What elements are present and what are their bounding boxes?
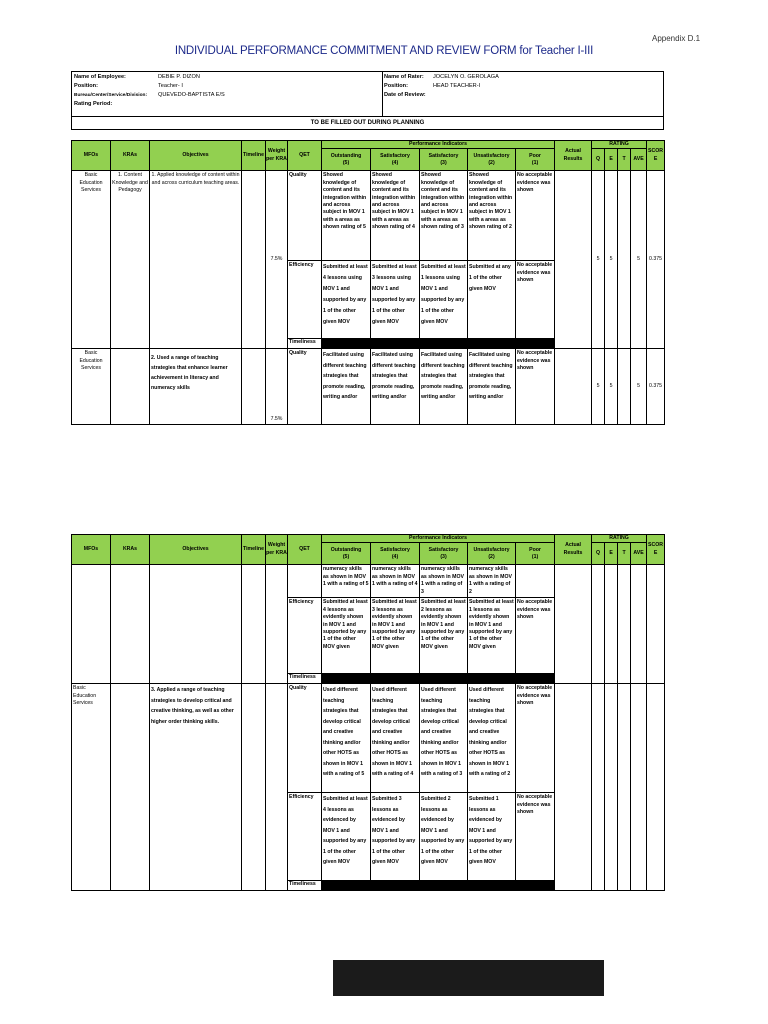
quality-3: Showed knowledge of content and its integration within and across subject in MOV 1 with a areas as shown rating of 3 xyxy=(420,171,468,261)
col-t: T xyxy=(618,149,631,171)
col-satisfactory: Satisfactory (3) xyxy=(420,543,468,565)
score-cell: 0.375 xyxy=(647,349,665,425)
col-poor: Poor (1) xyxy=(516,543,555,565)
timeline-cell xyxy=(242,565,266,684)
col-t: T xyxy=(618,543,631,565)
timeliness-blackout xyxy=(322,674,555,684)
rating-ave: 5 xyxy=(631,349,647,425)
quality-2: Showed knowledge of content and its integration within and across subject in MOV 1 with a areas as shown rating of 2 xyxy=(468,171,516,261)
rating-t xyxy=(618,565,631,684)
weight-cell xyxy=(266,684,288,891)
kra-cell xyxy=(111,349,150,425)
score-cell xyxy=(647,565,665,684)
efficiency-5: Submitted at least 4 lessons as evidenced by MOV 1 and supported by any 1 of the other given MOV xyxy=(322,793,371,881)
performance-table-1 xyxy=(71,140,665,425)
mfo-cell xyxy=(72,565,111,684)
rater-name: JOCELYN O. GEROLAGA xyxy=(433,74,499,80)
timeliness-blackout xyxy=(322,881,555,891)
col-ave: AVE xyxy=(631,543,647,565)
timeline-cell xyxy=(242,349,266,425)
mfo-cell: Basic Education Services xyxy=(72,349,111,425)
quality-1 xyxy=(516,565,555,598)
quality-2: Facilitated using different teaching strategies that promote reading, writing and/or xyxy=(468,349,516,425)
mfo-cell: Basic Education Services xyxy=(72,684,111,891)
col-actual-results: Actual Results xyxy=(555,141,592,171)
col-rating: RATING xyxy=(592,141,647,149)
col-e: E xyxy=(605,149,618,171)
col-performance-indicators: Performance Indicators xyxy=(322,141,555,149)
quality-4: Facilitated using different teaching strategies that promote reading, writing and/or xyxy=(371,349,420,425)
qet-quality: Quality xyxy=(288,684,322,793)
efficiency-2: Submitted 1 lessons as evidenced by MOV 1 and supported by any 1 of the other given MOV xyxy=(468,793,516,881)
col-poor: Poor (1) xyxy=(516,149,555,171)
timeline-cell xyxy=(242,171,266,349)
rater-position: HEAD TEACHER-I xyxy=(433,83,481,89)
employee-info-box xyxy=(71,71,664,117)
employee-name: DEBIE P. DIZON xyxy=(158,74,200,80)
rating-q: 5 xyxy=(592,171,605,349)
rating-ave xyxy=(631,684,647,891)
col-score: SCORE xyxy=(647,141,665,171)
quality-3: Used different teaching strategies that develop critical and creative thinking and/or other HOTS as shown in MOV 1 with a rating of 3 xyxy=(420,684,468,793)
employee-label: Name of Employee: xyxy=(74,74,126,80)
col-outstanding: Outstanding (5) xyxy=(322,149,371,171)
objective-cell: 3. Applied a range of teaching strategies to develop critical and creative thinking, as well as other higher order thinking skills. xyxy=(150,684,242,891)
review-date-label: Date of Review: xyxy=(384,92,426,98)
col-objectives: Objectives xyxy=(150,141,242,171)
performance-table-2 xyxy=(71,534,665,891)
actual-results-cell xyxy=(555,565,592,684)
rating-e xyxy=(605,565,618,684)
qet-timeliness: Timeliness xyxy=(288,674,322,684)
rating-q xyxy=(592,684,605,891)
weight-cell: 7.5% xyxy=(266,349,288,425)
objective-cell: 2. Used a range of teaching strategies that enhance learner achievement in literacy and numeracy skills xyxy=(150,349,242,425)
col-kras: KRAs xyxy=(111,535,150,565)
actual-results-cell xyxy=(555,171,592,349)
quality-5: Showed knowledge of content and its integration within and across subject in MOV 1 with a areas as shown rating of 5 xyxy=(322,171,371,261)
col-very-satisfactory: Satisfactory (4) xyxy=(371,543,420,565)
footer-bar xyxy=(333,960,604,996)
col-satisfactory: Satisfactory (3) xyxy=(420,149,468,171)
mfo-cell: Basic Education Services xyxy=(72,171,111,349)
rating-e: 5 xyxy=(605,171,618,349)
score-cell: 0.375 xyxy=(647,171,665,349)
col-weight: Weight per KRA xyxy=(266,141,288,171)
qet-quality: Quality xyxy=(288,349,322,425)
qet-quality xyxy=(288,565,322,598)
efficiency-1: No acceptable evidence was shown xyxy=(516,261,555,339)
actual-results-cell xyxy=(555,349,592,425)
actual-results-cell xyxy=(555,684,592,891)
quality-3: Facilitated using different teaching strategies that promote reading, writing and/or xyxy=(420,349,468,425)
rating-q xyxy=(592,565,605,684)
rating-period-label: Rating Period: xyxy=(74,101,113,107)
efficiency-1: No acceptable evidence was shown xyxy=(516,598,555,674)
qet-timeliness: Timeliness xyxy=(288,881,322,891)
col-mfos: MFOs xyxy=(72,535,111,565)
rating-q: 5 xyxy=(592,349,605,425)
col-q: Q xyxy=(592,149,605,171)
col-unsatisfactory: Unsatisfactory (2) xyxy=(468,149,516,171)
weight-cell: 7.5% xyxy=(266,171,288,349)
appendix-label: Appendix D.1 xyxy=(652,34,701,43)
efficiency-5: Submitted at least 4 lessons as evidently shown in MOV 1 and supported by any 1 of the other MOV given xyxy=(322,598,371,674)
rater-position-label: Position: xyxy=(384,83,408,89)
efficiency-3: Submitted 2 lessons as evidenced by MOV 1 and supported by any 1 of the other given MOV xyxy=(420,793,468,881)
col-mfos: MFOs xyxy=(72,141,111,171)
qet-efficiency: Efficiency xyxy=(288,261,322,339)
quality-4: Showed knowledge of content and its integration within and across subject in MOV 1 with a areas as shown rating of 4 xyxy=(371,171,420,261)
quality-1: No acceptable evidence was shown xyxy=(516,684,555,793)
col-outstanding: Outstanding (5) xyxy=(322,543,371,565)
quality-1: No acceptable evidence was shown xyxy=(516,349,555,425)
quality-4: Used different teaching strategies that develop critical and creative thinking and/or other HOTS as shown in MOV 1 with a rating of 4 xyxy=(371,684,420,793)
col-very-satisfactory: Satisfactory (4) xyxy=(371,149,420,171)
col-q: Q xyxy=(592,543,605,565)
efficiency-3: Submitted at least 2 lessons as evidently shown in MOV 1 and supported by any 1 of the other MOV given xyxy=(420,598,468,674)
page-title: INDIVIDUAL PERFORMANCE COMMITMENT AND REVIEW FORM for Teacher I-III xyxy=(174,45,594,57)
rating-t xyxy=(618,684,631,891)
qet-timeliness: Timeliness xyxy=(288,339,322,349)
kra-cell: 1. Content Knowledge and Pedagogy xyxy=(111,171,150,349)
col-qet: QET xyxy=(288,141,322,171)
efficiency-2: Submitted at any 1 of the other given MOV xyxy=(468,261,516,339)
col-objectives: Objectives xyxy=(150,535,242,565)
qet-quality: Quality xyxy=(288,171,322,261)
rating-e xyxy=(605,684,618,891)
col-ave: AVE xyxy=(631,149,647,171)
position-label: Position: xyxy=(74,83,98,89)
col-weight: Weight per KRA xyxy=(266,535,288,565)
col-actual-results: Actual Results xyxy=(555,535,592,565)
rater-label: Name of Rater: xyxy=(384,74,424,80)
qet-efficiency: Efficiency xyxy=(288,793,322,881)
bureau-label: Bureau/Center/Service/Division: xyxy=(74,93,148,98)
efficiency-4: Submitted at least 3 lessons as evidently shown in MOV 1 and supported by any 1 of the other MOV given xyxy=(371,598,420,674)
efficiency-3: Submitted at least 1 lessons using MOV 1 and supported by any 1 of the other given MOV xyxy=(420,261,468,339)
kra-cell xyxy=(111,565,150,684)
efficiency-4: Submitted 3 lessons as evidenced by MOV 1 and supported by any 1 of the other given MOV xyxy=(371,793,420,881)
qet-efficiency: Efficiency xyxy=(288,598,322,674)
quality-4: numeracy skills as shown in MOV 1 with a rating of 4 xyxy=(371,565,420,598)
col-rating: RATING xyxy=(592,535,647,543)
rating-t xyxy=(618,349,631,425)
employee-position: Teacher- I xyxy=(158,83,183,89)
rating-t xyxy=(618,171,631,349)
score-cell xyxy=(647,684,665,891)
quality-5: Used different teaching strategies that develop critical and creative thinking and/or other HOTS as shown in MOV 1 with a rating of 5 xyxy=(322,684,371,793)
col-kras: KRAs xyxy=(111,141,150,171)
kra-cell xyxy=(111,684,150,891)
col-score: SCORE xyxy=(647,535,665,565)
col-e: E xyxy=(605,543,618,565)
quality-3: numeracy skills as shown in MOV 1 with a rating of 3 xyxy=(420,565,468,598)
quality-5: numeracy skills as shown in MOV 1 with a rating of 5 xyxy=(322,565,371,598)
efficiency-4: Submitted at least 3 lessons using MOV 1 and supported by any 1 of the other given MOV xyxy=(371,261,420,339)
rating-ave: 5 xyxy=(631,171,647,349)
col-timeline: Timeline xyxy=(242,535,266,565)
quality-2: numeracy skills as shown in MOV 1 with a rating of 2 xyxy=(468,565,516,598)
efficiency-1: No acceptable evidence was shown xyxy=(516,793,555,881)
timeline-cell xyxy=(242,684,266,891)
col-timeline: Timeline xyxy=(242,141,266,171)
efficiency-5: Submitted at least 4 lessons using MOV 1 and supported by any 1 of the other given MOV xyxy=(322,261,371,339)
col-unsatisfactory: Unsatisfactory (2) xyxy=(468,543,516,565)
rating-e: 5 xyxy=(605,349,618,425)
weight-cell xyxy=(266,565,288,684)
timeliness-blackout xyxy=(322,339,555,349)
quality-5: Facilitated using different teaching strategies that promote reading, writing and/or xyxy=(322,349,371,425)
rating-ave xyxy=(631,565,647,684)
bureau-value: QUEVEDO-BAPTISTA E/S xyxy=(158,92,225,98)
col-qet: QET xyxy=(288,535,322,565)
efficiency-2: Submitted at least 1 lessons as evidently shown in MOV 1 and supported by any 1 of the other MOV given xyxy=(468,598,516,674)
quality-1: No acceptable evidence was shown xyxy=(516,171,555,261)
quality-2: Used different teaching strategies that develop critical and creative thinking and/or other HOTS as shown in MOV 1 with a rating of 2 xyxy=(468,684,516,793)
objective-cell: 1. Applied knowledge of content within and across curriculum teaching areas. xyxy=(150,171,242,349)
objective-cell xyxy=(150,565,242,684)
col-performance-indicators: Performance Indicators xyxy=(322,535,555,543)
planning-banner: TO BE FILLED OUT DURING PLANNING xyxy=(71,117,664,130)
